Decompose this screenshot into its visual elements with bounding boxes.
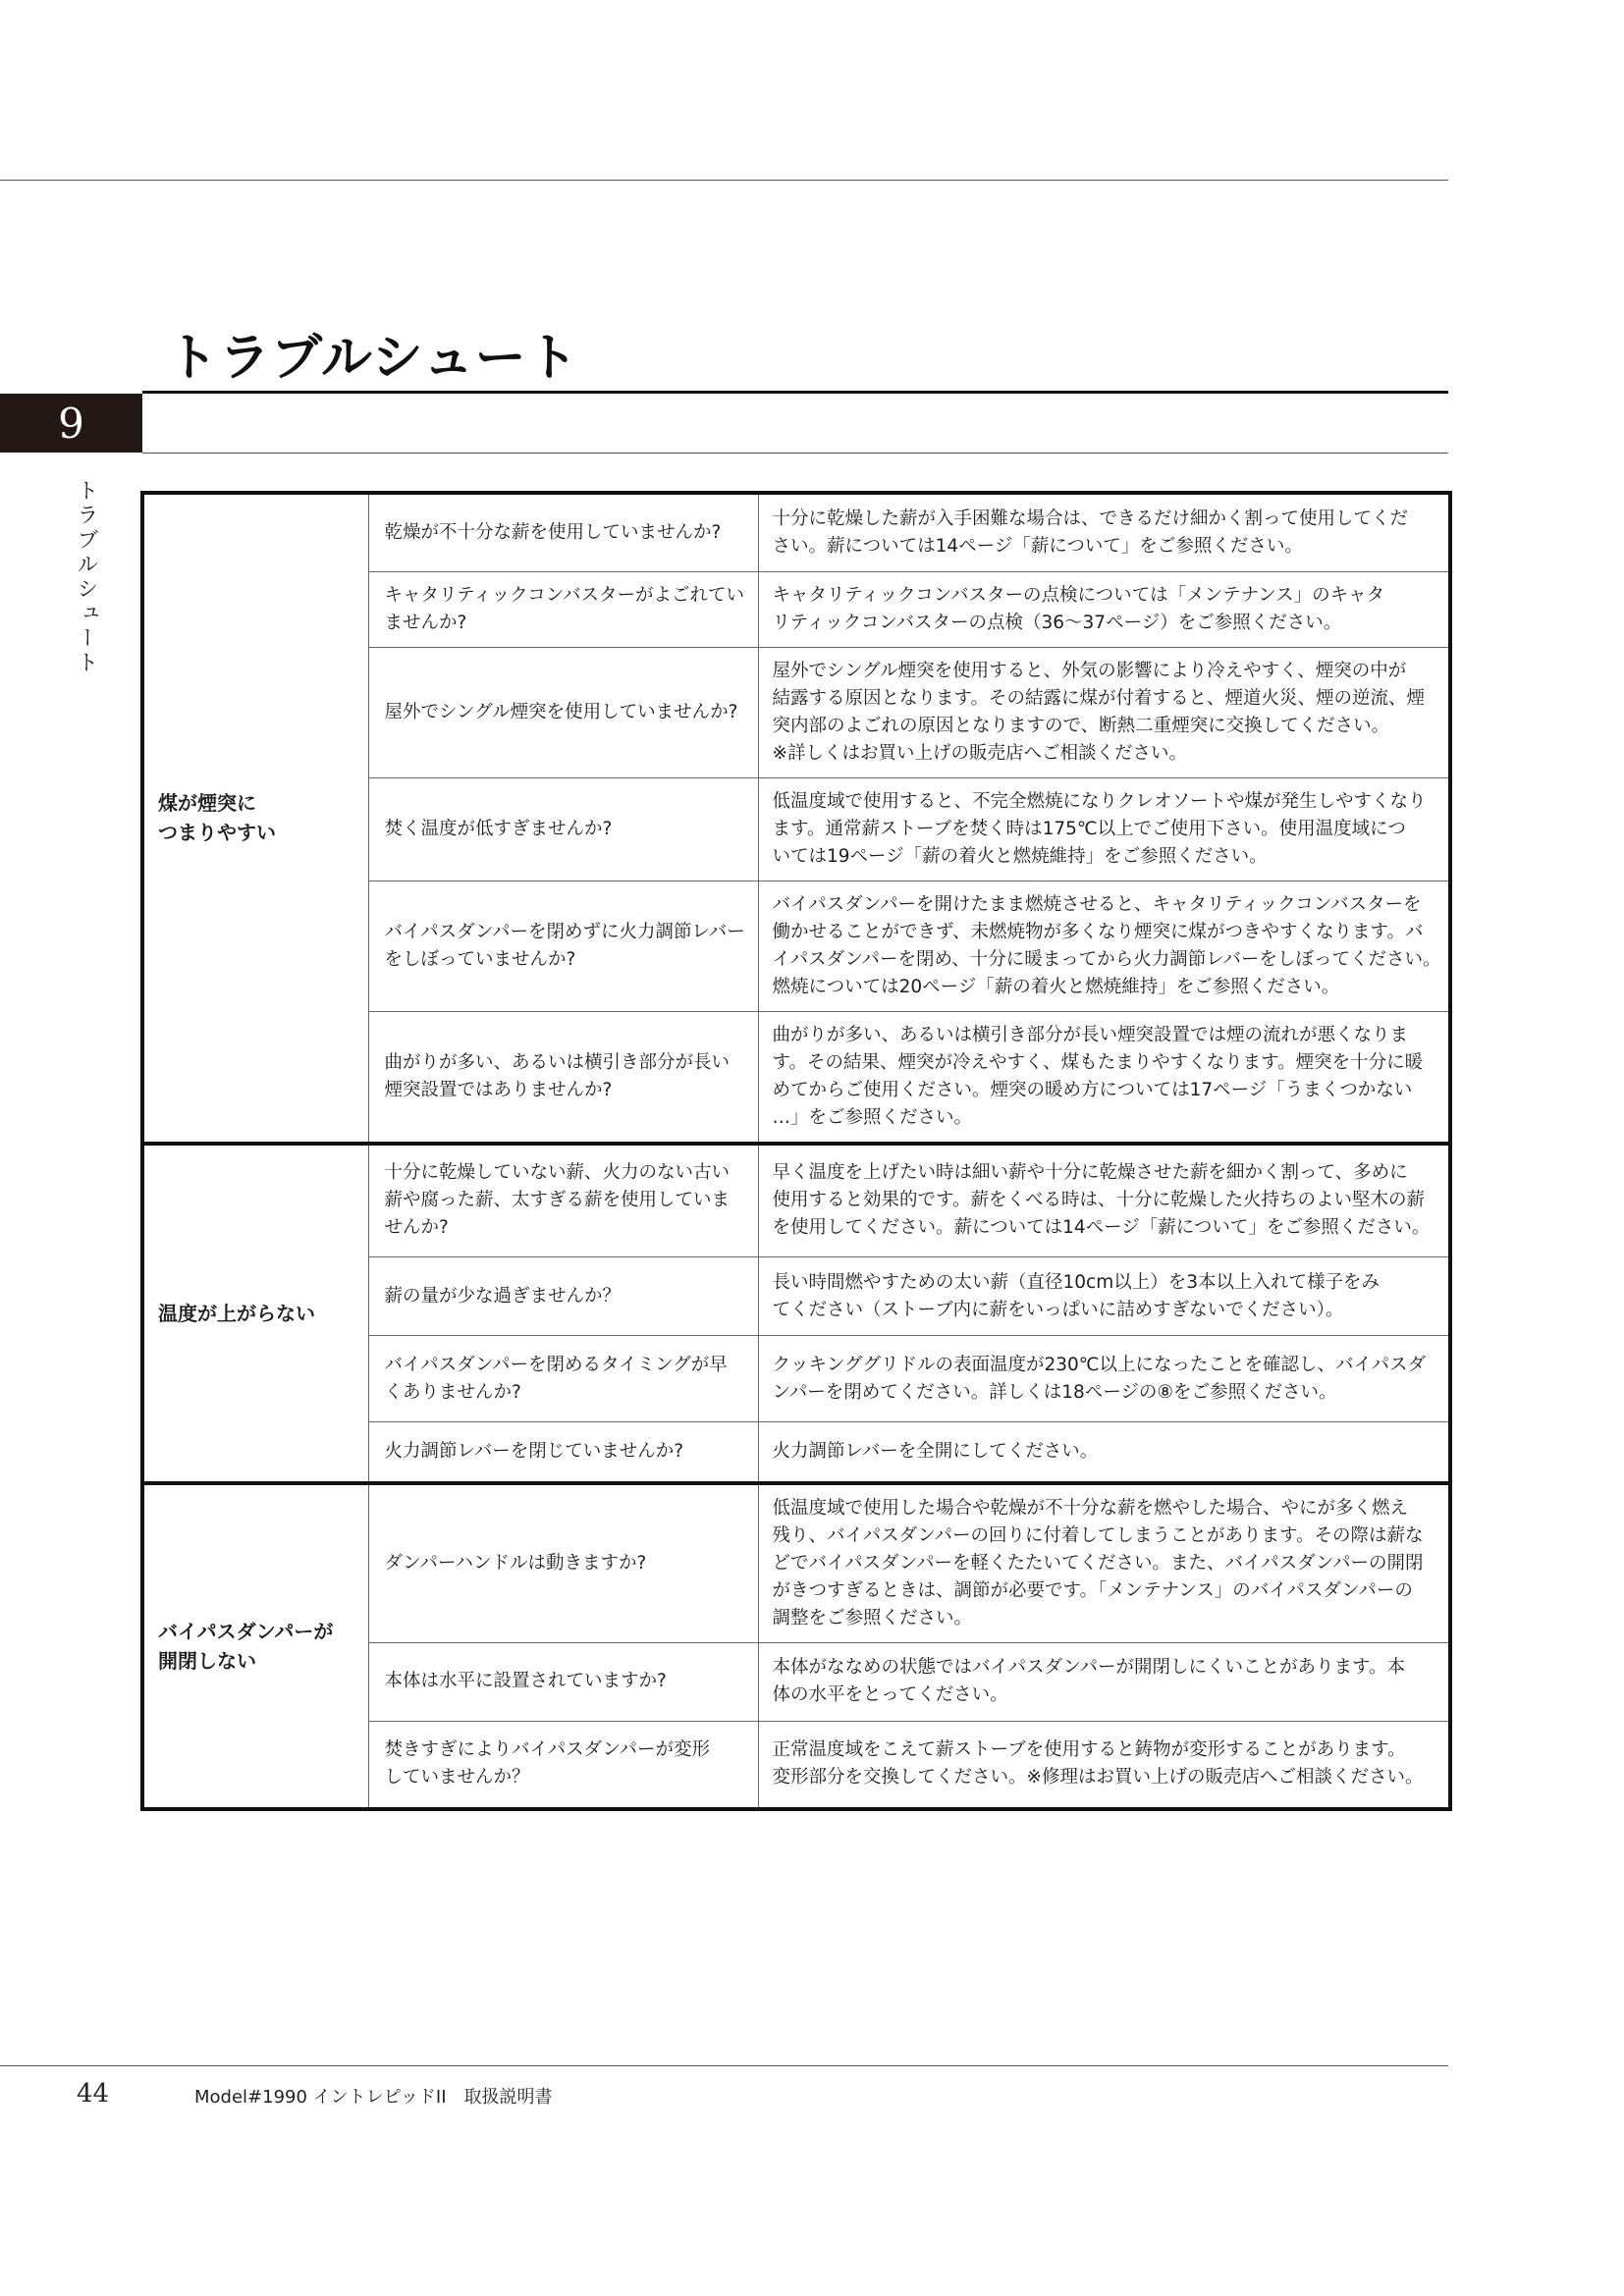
answer-cell bbox=[758, 881, 1450, 1011]
answer-line: 結露する原因となります。その結露に煤が付着すると、煙道火災、煙の逆流、煙 bbox=[772, 687, 1426, 709]
question-line: 屋外でシングル煙突を使用していませんか? bbox=[384, 701, 738, 722]
answer-cell bbox=[758, 647, 1450, 777]
answer-line: 働かせることができず、未燃焼物が多くなり煙突に煤がつきやすくなります。バ bbox=[772, 921, 1424, 942]
answer-cell bbox=[758, 1483, 1450, 1643]
category-cell bbox=[142, 493, 368, 1144]
answer-line: す。その結果、煙突が冷えやすく、煤もたまりやすくなります。煙突を十分に暖 bbox=[772, 1051, 1424, 1073]
answer-cell bbox=[758, 1721, 1450, 1809]
answer-line: を使用してください。薪については14ページ「薪について」をご参照ください。 bbox=[772, 1217, 1431, 1239]
answer-line: 燃焼については20ページ「薪の着火と燃焼維持」をご参照ください。 bbox=[772, 976, 1340, 997]
chapter-number-box bbox=[0, 394, 142, 453]
question-line: 薪の量が少な過ぎませんか？ bbox=[384, 1285, 622, 1307]
troubleshooting-table bbox=[140, 491, 1448, 1811]
answer-line: 十分に乾燥した薪が入手困難な場合は、できるだけ細かく割って使用してくだ bbox=[772, 507, 1409, 529]
table-row bbox=[142, 1483, 1450, 1643]
question-line: せんか? bbox=[384, 1217, 449, 1239]
answer-line: イパスダンパーを閉め、十分に暖まってから火力調節レバーをしぼってください。 bbox=[772, 948, 1441, 970]
question-line: 薪や腐った薪、太すぎる薪を使用していま bbox=[384, 1190, 731, 1211]
answer-line: ます。通常薪ストーブを焚く時は175℃以上でご使用下さい。使用温度域につ bbox=[772, 818, 1406, 839]
question-cell bbox=[368, 493, 758, 571]
answer-line: 火力調節レバーを全開にしてください。 bbox=[772, 1440, 1099, 1462]
answer-line: 使用すると効果的です。薪をくべる時は、十分に乾燥した火持ちのよい堅木の薪 bbox=[772, 1190, 1426, 1211]
answer-cell bbox=[758, 1422, 1450, 1483]
chapter-rule bbox=[142, 453, 1448, 454]
question-line: バイパスダンパーを閉めずに火力調節レバー bbox=[384, 921, 745, 942]
side-section-label: トラブルシュート bbox=[74, 479, 98, 675]
question-line: 曲がりが多い、あるいは横引き部分が長い bbox=[384, 1051, 731, 1073]
category-line: 開閉しない bbox=[158, 1648, 256, 1673]
page-number: 44 bbox=[77, 2079, 110, 2109]
question-cell bbox=[368, 881, 758, 1011]
category-line: つまりやすい bbox=[158, 821, 276, 845]
answer-line: 屋外でシングル煙突を使用すると、外気の影響により冷えやすく、煙突の中が bbox=[772, 660, 1407, 681]
table-row bbox=[142, 1144, 1450, 1257]
answer-cell bbox=[758, 777, 1450, 881]
question-line: 煙突設置ではありませんか? bbox=[384, 1079, 613, 1100]
category-line: 温度が上がらない bbox=[158, 1301, 315, 1325]
answer-cell bbox=[758, 1257, 1450, 1336]
answer-line: 正常温度域をこえて薪ストーブを使用すると鋳物が変形することがあります。 bbox=[772, 1739, 1406, 1761]
question-line: キャタリティックコンバスターがよごれてい bbox=[384, 584, 744, 606]
footer-rule bbox=[0, 2065, 1448, 2066]
question-line: 焚く温度が低すぎませんか? bbox=[384, 818, 613, 839]
answer-line: …」をご参照ください。 bbox=[772, 1106, 973, 1128]
answer-line: リティックコンバスターの点検（36～37ページ）をご参照ください。 bbox=[772, 612, 1342, 633]
answer-line: めてからご使用ください。煙突の暖め方については17ページ「うまくつかない bbox=[772, 1079, 1413, 1100]
question-cell bbox=[368, 1422, 758, 1483]
category-line: バイパスダンパーが bbox=[158, 1619, 334, 1643]
question-line: ませんか? bbox=[384, 612, 467, 633]
answer-line: 曲がりが多い、あるいは横引き部分が長い煙突設置では煙の流れが悪くなりま bbox=[772, 1024, 1409, 1045]
answer-line: さい。薪については14ページ「薪について」をご参照ください。 bbox=[772, 535, 1303, 557]
question-cell bbox=[368, 1483, 758, 1643]
answer-line: バイパスダンパーを開けたまま燃焼させると、キャタリティックコンバスターを bbox=[772, 893, 1422, 915]
answer-line: 長い時間燃やすための太い薪（直径10cm以上）を3本以上入れて様子をみ bbox=[772, 1271, 1380, 1293]
page-title: トラブルシュート bbox=[167, 328, 579, 388]
question-line: バイパスダンパーを閉めるタイミングが早 bbox=[384, 1354, 728, 1375]
question-line: をしぼっていませんか? bbox=[384, 948, 576, 970]
question-line: していませんか？ bbox=[384, 1767, 530, 1789]
question-cell bbox=[368, 647, 758, 777]
title-rule bbox=[142, 391, 1448, 394]
answer-line: ンパーを閉めてください。詳しくは18ページの⑧をご参照ください。 bbox=[772, 1381, 1337, 1403]
category-cell bbox=[142, 1144, 368, 1483]
answer-line: 体の水平をとってください。 bbox=[772, 1684, 1008, 1705]
answer-cell bbox=[758, 1336, 1450, 1422]
answer-cell bbox=[758, 1642, 1450, 1721]
answer-line: ※詳しくはお買い上げの販売店へご相談ください。 bbox=[772, 742, 1188, 764]
footer-manual-title: Model#1990 イントレピッドII 取扱説明書 bbox=[194, 2087, 553, 2108]
answer-cell bbox=[758, 1144, 1450, 1257]
question-cell bbox=[368, 571, 758, 647]
answer-line: 早く温度を上げたい時は細い薪や十分に乾燥させた薪を細かく割って、多めに bbox=[772, 1162, 1408, 1184]
answer-cell bbox=[758, 571, 1450, 647]
answer-line: 突内部のよごれの原因となりますので、断熱二重煙突に交換してください。 bbox=[772, 715, 1390, 736]
answer-cell bbox=[758, 1011, 1450, 1144]
answer-line: クッキンググリドルの表面温度が230℃以上になったことを確認し、バイパスダ bbox=[772, 1354, 1427, 1375]
answer-line: 低温度域で使用した場合や乾燥が不十分な薪を燃やした場合、やにが多く燃え bbox=[772, 1497, 1409, 1519]
question-cell bbox=[368, 1011, 758, 1144]
question-line: 乾燥が不十分な薪を使用していませんか? bbox=[384, 521, 722, 543]
question-line: 十分に乾燥していない薪、火力のない古い bbox=[384, 1162, 731, 1184]
answer-line: いては19ページ「薪の着火と燃焼維持」をご参照ください。 bbox=[772, 845, 1268, 867]
answer-line: 残り、バイパスダンパーの回りに付着してしまうことがあります。その際は薪な bbox=[772, 1524, 1424, 1546]
question-cell bbox=[368, 1144, 758, 1257]
question-cell bbox=[368, 1257, 758, 1336]
category-line: 煤が煙突に bbox=[158, 791, 256, 816]
question-cell bbox=[368, 1336, 758, 1422]
question-cell bbox=[368, 1642, 758, 1721]
answer-line: 低温度域で使用すると、不完全燃焼になりクレオソートや煤が発生しやすくなり bbox=[772, 790, 1427, 812]
question-cell bbox=[368, 1721, 758, 1809]
question-line: 火力調節レバーを閉じていませんか? bbox=[384, 1440, 684, 1462]
answer-line: がきつすぎるときは、調節が必要です。「メンテナンス」のバイパスダンパーの bbox=[772, 1579, 1413, 1601]
answer-line: 本体がななめの状態ではバイパスダンパーが開閉しにくいことがあります。本 bbox=[772, 1657, 1406, 1678]
answer-line: 変形部分を交換してください。※修理はお買い上げの販売店へご相談ください。 bbox=[772, 1767, 1424, 1789]
question-line: ダンパーハンドルは動きますか? bbox=[384, 1552, 647, 1574]
answer-cell bbox=[758, 493, 1450, 571]
question-line: くありませんか? bbox=[384, 1381, 521, 1403]
table-row bbox=[142, 493, 1450, 571]
answer-line: てください（ストーブ内に薪をいっぱいに詰めすぎないでください）。 bbox=[772, 1299, 1344, 1320]
question-line: 本体は水平に設置されていますか? bbox=[384, 1671, 667, 1691]
chapter-number: 9 bbox=[58, 399, 84, 448]
question-cell bbox=[368, 777, 758, 881]
question-line: 焚きすぎによりバイパスダンパーが変形 bbox=[384, 1739, 711, 1761]
answer-line: キャタリティックコンバスターの点検については「メンテナンス」のキャタ bbox=[772, 584, 1385, 606]
category-cell bbox=[142, 1483, 368, 1810]
top-rule bbox=[0, 180, 1448, 181]
answer-line: どでバイパスダンパーを軽くたたいてください。また、バイパスダンパーの開閉 bbox=[772, 1552, 1424, 1574]
answer-line: 調整をご参照ください。 bbox=[772, 1607, 973, 1629]
